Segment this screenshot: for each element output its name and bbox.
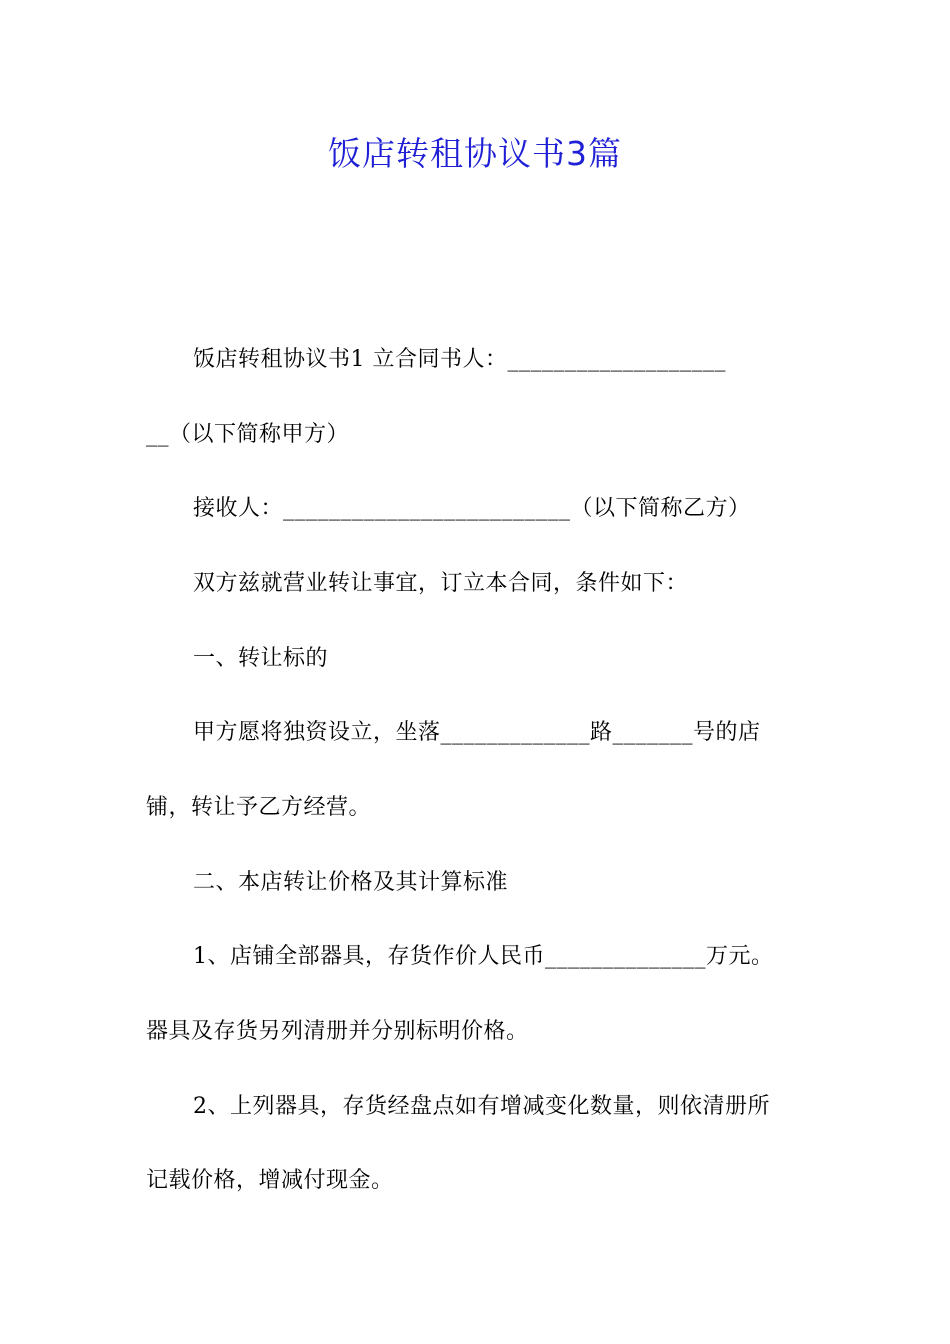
section-heading: 二、本店转让价格及其计算标准 [193, 870, 509, 895]
paragraph-line: 2、上列器具，存货经盘点如有增减变化数量，则依清册所 [193, 1094, 770, 1119]
paragraph-line: 双方兹就营业转让事宜，订立本合同，条件如下： [193, 571, 689, 596]
paragraph-line: 器具及存货另列清册并分别标明价格。 [146, 1019, 529, 1044]
paragraph-line: 甲方愿将独资设立，坐落_____________路_______号的店 [193, 720, 761, 745]
paragraph-line: 1、店铺全部器具，存货作价人民币______________万元。 [193, 944, 774, 969]
section-heading: 一、转让标的 [193, 646, 329, 671]
paragraph-line: 饭店转租协议书1 立合同书人：___________________ [193, 347, 726, 372]
paragraph-line: 接收人：_________________________（以下简称乙方） [193, 496, 751, 521]
paragraph-line: __（以下简称甲方） [146, 422, 350, 447]
paragraph-line: 铺，转让予乙方经营。 [146, 795, 372, 820]
paragraph-line: 记载价格，增减付现金。 [146, 1168, 394, 1193]
document-title: 饭店转租协议书3篇 [328, 134, 622, 173]
